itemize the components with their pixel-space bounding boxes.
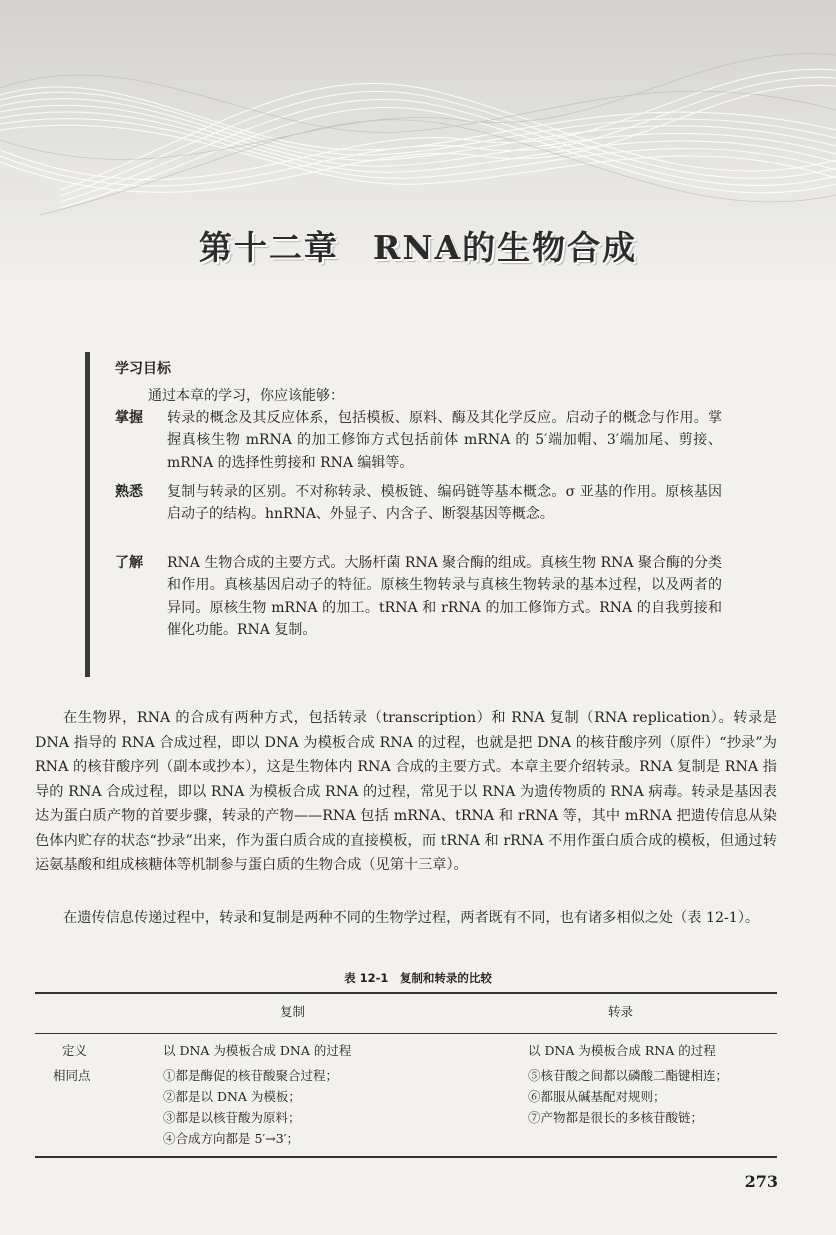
table-cell: ⑦产物都是很长的多核苷酸链； [528,1110,704,1125]
table-cell: 以 DNA 为模板合成 RNA 的过程 [528,1043,716,1058]
table-row-label: 相同点 [53,1068,91,1083]
chapter-name: RNA的生物合成 [372,228,638,267]
chapter-number: 第十二章 [198,228,339,267]
table-cell: ④合成方向都是 5′→3′； [163,1131,300,1146]
table-cell: ③都是以核苷酸为原料； [163,1110,301,1125]
objective-level: 熟悉 [115,484,143,500]
objective-text: 转录的概念及其反应体系，包括模板、原料、酶及其化学反应。启动子的概念与作用。掌握真核生物 mRNA 的加工修饰方式包括前体 mRNA 的 5′端加帽、3′端加尾、剪接、mRNA 的选择性剪接和 RNA 编辑等。 [167,410,722,471]
chapter-title [0,222,836,269]
objectives-side-bar [85,352,90,677]
table-header-replication: 复制 [280,1004,306,1019]
page-number: 273 [744,1172,778,1191]
table-header-transcription: 转录 [608,1004,634,1019]
table-caption: 表 12-1 复制和转录的比较 [344,971,492,985]
table-cell: ⑤核苷酸之间都以磷酸二酯键相连； [528,1068,729,1083]
objective-level: 掌握 [115,410,143,426]
body-paragraph: 在生物界，RNA 的合成有两种方式，包括转录（transcription）和 RNA 复制（RNA replication）。转录是 DNA 指导的 RNA 合成过程，即以 DNA 为模板合成 RNA 的过程，也就是把 DNA 的核苷酸序列（原件）“抄录”为 RNA 的核苷酸序列（副本或抄本），这是生物体内 RNA 合成的主要方式。本章主要介绍转录。RNA 复制是 RNA 指导的 RNA 合成过程，即以 RNA 为模板合成 RNA 的过程，常见于以 RNA 为遗传物质的 RNA 病毒。转录是基因表达为蛋白质产物的首要步骤，转录的产物——RNA 包括 mRNA、tRNA 和 rRNA 等，其中 mRNA 把遗传信息从染色体内贮存的状态“抄录”出来，作为蛋白质合成的直接模板，而 tRNA 和 rRNA 不用作蛋白质合成的模板，但通过转运氨基酸和组成核糖体等机制参与蛋白质的生物合成（见第十三章）。 [35,710,777,873]
table-row-label: 定义 [62,1043,88,1058]
table-top-rule [35,992,777,994]
objective-level: 了解 [115,555,143,571]
objectives-heading: 学习目标 [115,361,171,377]
table-cell: ②都是以 DNA 为模板； [163,1089,301,1104]
objective-text: RNA 生物合成的主要方式。大肠杆菌 RNA 聚合酶的组成。真核生物 RNA 聚合酶的分类和作用。真核基因启动子的特征。原核生物转录与真核生物转录的基本过程，以及两者的异同。原核生物 mRNA 的加工。tRNA 和 rRNA 的加工修饰方式。RNA 的自我剪接和催化功能。RNA 复制。 [167,555,722,639]
objectives-intro: 通过本章的学习，你应该能够： [148,388,344,404]
body-paragraph: 在遗传信息传递过程中，转录和复制是两种不同的生物学过程，两者既有不同，也有诸多相似之处（表 12-1）。 [63,910,760,926]
table-cell: ①都是酶促的核苷酸聚合过程； [163,1068,339,1083]
table-header-rule [35,1033,777,1034]
table-cell: 以 DNA 为模板合成 DNA 的过程 [163,1043,352,1058]
table-bottom-rule [35,1156,777,1158]
table-cell: ⑥都服从碱基配对规则； [528,1089,666,1104]
objective-text: 复制与转录的区别。不对称转录、模板链、编码链等基本概念。σ 亚基的作用。原核基因启动子的结构。hnRNA、外显子、内含子、断裂基因等概念。 [167,484,722,523]
